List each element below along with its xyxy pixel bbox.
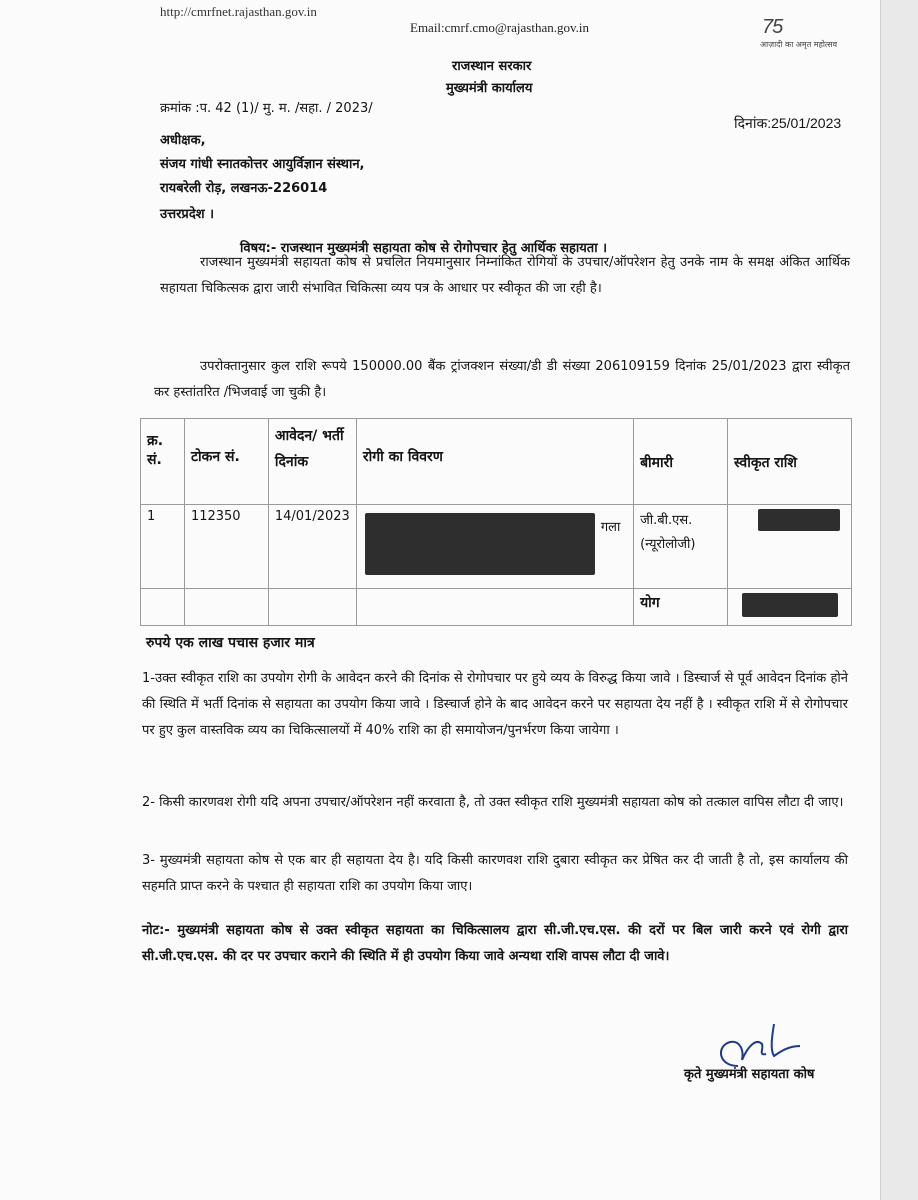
letter-date: दिनांक:25/01/2023 — [734, 115, 842, 131]
signature-label: कृते मुख्यमंत्री सहायता कोष — [684, 1067, 815, 1082]
intro-paragraph: राजस्थान मुख्यमंत्री सहायता कोष से प्रचलित नियमानुसार निम्नांकित रोगियों के उपचार/ऑपरेशन हेतु उनके नाम के समक्ष अंकित आर्थिक सहायता चिकित्सक द्वारा जारी संभावित चिकित्सा व्यय पत्र के आधार पर स्वीकृत की जा रही है। — [160, 255, 850, 296]
header-email: Email:cmrf.cmo@rajasthan.gov.in — [410, 20, 589, 35]
sanction-table — [140, 418, 852, 626]
address-line: उत्तरप्रदेश । — [160, 207, 215, 222]
header-url: http://cmrfnet.rajasthan.gov.in — [160, 4, 317, 19]
cell-serial: 1 — [141, 505, 185, 589]
subject-line: विषय:- राजस्थान मुख्यमंत्री सहायता कोष से रोगोपचार हेतु आर्थिक सहायता । — [240, 241, 608, 256]
azadi-logo — [752, 18, 838, 62]
office-name: मुख्यमंत्री कार्यालय — [446, 81, 533, 96]
cell-amount — [727, 505, 851, 589]
logo-number: 75 — [762, 16, 783, 38]
amount-in-words: रुपये एक लाख पचास हजार मात्र — [146, 635, 315, 651]
redacted-patient-details — [365, 513, 595, 575]
header-token: टोकन सं. — [184, 419, 268, 505]
condition-2: 2- किसी कारणवश रोगी यदि अपना उपचार/ऑपरेशन नहीं करवाता है, तो उक्त स्वीकृत राशि मुख्यमंत्री सहायता कोष को तत्काल वापिस लौटा दी जाए। — [142, 795, 844, 810]
total-label: योग — [634, 589, 728, 626]
redacted-amount — [758, 509, 840, 531]
header-disease: बीमारी — [634, 419, 728, 505]
cell-date: 14/01/2023 — [268, 505, 356, 589]
condition-1: 1-उक्त स्वीकृत राशि का उपयोग रोगी के आवेदन करने की दिनांक से रोगोपचार पर हुये व्यय के विरुद्ध किया जावे । डिस्चार्ज से पूर्व आवेदन दिनांक होने की स्थिति में भर्ती दिनांक से सहायता का उपयोग किया जावे । डिस्चार्ज होने के बाद आवेदन करने पर सहायता देय नहीं है । स्वीकृत राशि में से रोगोपचार पर हुए कुल वास्तविक व्यय का चिकित्सालयों में 40% राशि का ही समायोजन/पुनर्भरण किया जायेगा । — [142, 671, 848, 738]
header-patient: रोगी का विवरण — [356, 419, 633, 505]
patient-text-fragment: गला — [600, 520, 621, 535]
note-paragraph: नोट:- मुख्यमंत्री सहायता कोष से उक्त स्वीकृत सहायता का चिकित्सालय द्वारा सी.जी.एच.एस. की दरों पर बिल जारी करने एवं रोगी द्वारा सी.जी.एच.एस. की दर पर उपचार कराने की स्थिति में ही उपयोग किया जावे अन्यथा राशि वापस लौटा दी जावे। — [142, 923, 848, 964]
logo-text: आज़ादी का अमृत महोत्सव — [760, 40, 838, 49]
government-name: राजस्थान सरकार — [452, 59, 532, 74]
table-total-row — [141, 589, 852, 626]
cell-disease: जी.बी.एस. (न्यूरोलोजी) — [634, 505, 728, 589]
address-line: अधीक्षक, — [160, 133, 206, 148]
total-amount — [727, 589, 851, 626]
address-line: रायबरेली रोड़, लखनऊ-226014 — [160, 181, 328, 196]
redacted-total-amount — [742, 593, 838, 617]
table-row — [141, 505, 852, 589]
table-header-row — [141, 419, 852, 505]
reference-number: क्रमांक :प. 42 (1)/ मु. म. /सहा. / 2023/ — [160, 101, 373, 116]
address-line: संजय गांधी स्नातकोत्तर आयुर्विज्ञान संस्थान, — [160, 157, 365, 172]
header-serial: क्र. सं. — [141, 419, 185, 505]
header-date: आवेदन/ भर्ती दिनांक — [268, 419, 356, 505]
condition-3: 3- मुख्यमंत्री सहायता कोष से एक बार ही सहायता देय है। यदि किसी कारणवश राशि दुबारा स्वीकृत कर प्रेषित कर दी जाती है तो, इस कार्यालय की सहमति प्राप्त करने के पश्चात ही सहायता राशि का उपयोग किया जाए। — [142, 853, 848, 894]
cell-token: 112350 — [184, 505, 268, 589]
cell-patient — [356, 505, 633, 589]
payment-paragraph: उपरोक्तानुसार कुल राशि रूपये 150000.00 बैंक ट्रांजक्शन संख्या/डी डी संख्या 206109159 दिनांक 25/01/2023 द्वारा स्वीकृत कर हस्तांतरित /भिजवाई जा चुकी है। — [154, 359, 850, 400]
header-amount: स्वीकृत राशि — [727, 419, 851, 505]
